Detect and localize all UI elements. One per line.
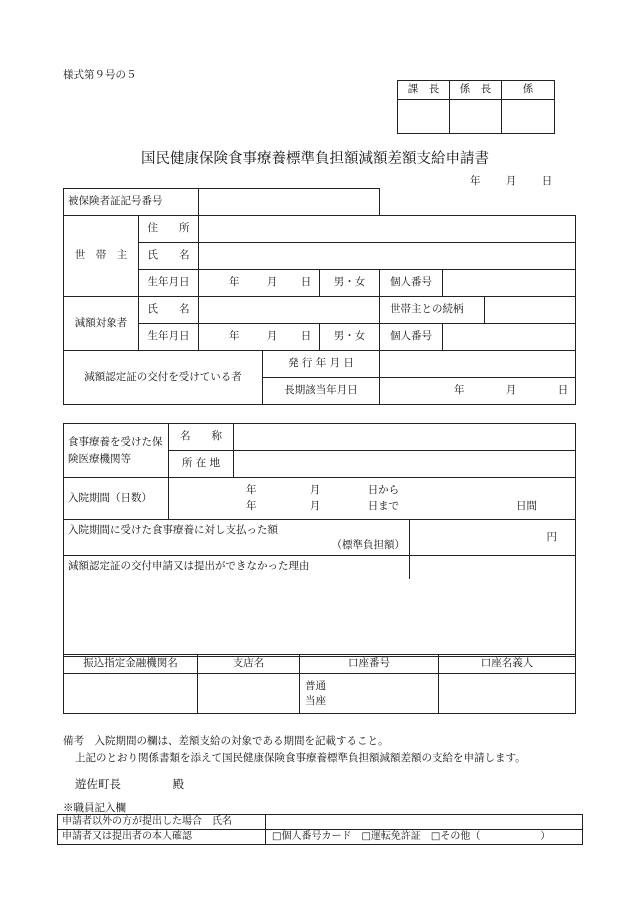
date-day: 日 bbox=[541, 175, 553, 187]
period-to-year: 年 bbox=[246, 499, 257, 512]
issue-date-label: 発 行 年 月 日 bbox=[263, 351, 380, 378]
paid-amount-field[interactable] bbox=[410, 520, 576, 556]
bank-name-field[interactable] bbox=[64, 674, 198, 714]
cert-issued-label: 減額認定証の交付を受けている者 bbox=[64, 351, 263, 405]
institution-address-label: 所 在 地 bbox=[169, 451, 234, 478]
proxy-name-label: 申請者以外の方が提出した場合 氏名 bbox=[58, 815, 266, 830]
long-term-date-label: 長期該当年月日 bbox=[263, 378, 380, 405]
account-holder-field[interactable] bbox=[439, 674, 576, 714]
staff-section-header: ※職員記入欄 bbox=[63, 802, 126, 814]
reduction-target-label: 減額対象者 bbox=[64, 297, 139, 351]
period-from-month: 月 bbox=[309, 483, 321, 496]
paid-amount-label bbox=[64, 520, 410, 556]
institution-name-field[interactable] bbox=[234, 424, 576, 451]
period-to-day: 日まで bbox=[367, 499, 400, 512]
approval-header-staff: 係 bbox=[502, 81, 555, 100]
hospital-period-label: 入院期間（日数） bbox=[64, 478, 169, 520]
application-date[interactable] bbox=[470, 173, 555, 188]
bank-name-header: 振込指定金融機関名 bbox=[64, 655, 198, 674]
form-number: 様式第９号の５ bbox=[63, 69, 137, 81]
issue-date-field[interactable] bbox=[380, 351, 576, 378]
identity-check-label: 申請者又は提出者の本人確認 bbox=[58, 830, 266, 845]
target-sex-select[interactable]: 男・女 bbox=[320, 324, 380, 351]
proxy-name-field[interactable] bbox=[266, 815, 583, 830]
householder-personal-number-field[interactable] bbox=[443, 270, 576, 297]
hospital-period-field[interactable] bbox=[169, 478, 576, 520]
date-year: 年 bbox=[470, 175, 481, 187]
householder-birthdate-label: 生年月日 bbox=[139, 270, 199, 297]
hh-birth-year: 年 bbox=[229, 276, 240, 289]
addressee bbox=[75, 776, 184, 792]
request-statement: 上記のとおり関係書類を添えて国民健康保険食事療養標準負担額減額差額の支給を申請します。 bbox=[75, 752, 526, 764]
paid-amount-label-text: 入院期間に受けた食事療養に対し支払った額 bbox=[68, 523, 278, 536]
period-days-unit: 日間 bbox=[516, 499, 537, 512]
bank-table bbox=[63, 654, 576, 714]
householder-name-field[interactable] bbox=[199, 243, 576, 270]
period-from-year: 年 bbox=[246, 483, 257, 496]
target-name-field[interactable] bbox=[199, 297, 380, 324]
period-to-month: 月 bbox=[309, 499, 321, 512]
branch-name-header: 支店名 bbox=[198, 655, 300, 674]
householder-sex-select[interactable]: 男・女 bbox=[320, 270, 380, 297]
householder-personal-number-label: 個人番号 bbox=[380, 270, 443, 297]
hh-birth-day: 日 bbox=[300, 276, 312, 289]
long-term-date-field[interactable] bbox=[380, 378, 576, 405]
addressee-name: 遊佐町長 bbox=[75, 777, 121, 791]
identity-check-options[interactable]: □個人番号カード □運転免許証 □その他（ ） bbox=[266, 830, 583, 845]
account-holder-header: 口座名義人 bbox=[439, 655, 576, 674]
approval-stamp-subsection-chief[interactable] bbox=[450, 100, 502, 134]
institution-table bbox=[63, 423, 576, 657]
target-birthdate-label: 生年月日 bbox=[139, 324, 199, 351]
householder-name-label: 氏 名 bbox=[139, 243, 199, 270]
target-relation-label: 世帯主との続柄 bbox=[380, 297, 485, 324]
form-title: 国民健康保険食事療養標準負担額減額差額支給申請書 bbox=[141, 151, 489, 167]
insured-number-label: 被保険者証記号番号 bbox=[64, 189, 199, 216]
institution-name-label: 名 称 bbox=[169, 424, 234, 451]
account-type-current[interactable]: 当座 bbox=[305, 694, 326, 707]
target-birthdate-field[interactable] bbox=[199, 324, 320, 351]
reason-label: 減額認定証の交付申請又は提出ができなかった理由 bbox=[64, 556, 410, 579]
long-term-year: 年 bbox=[454, 384, 465, 397]
approval-stamp-table bbox=[397, 80, 555, 134]
target-birth-month: 月 bbox=[266, 330, 278, 343]
period-from-day: 日から bbox=[367, 483, 400, 496]
target-relation-field[interactable] bbox=[485, 297, 576, 324]
long-term-day: 日 bbox=[557, 384, 569, 397]
paid-amount-sublabel: （標準負担額） bbox=[331, 538, 405, 551]
remark-note: 備考 入院期間の欄は、差額支給の対象である期間を記載すること。 bbox=[63, 735, 389, 747]
target-personal-number-label: 個人番号 bbox=[380, 324, 443, 351]
insured-number-field[interactable] bbox=[199, 189, 380, 216]
target-name-label: 氏 名 bbox=[139, 297, 199, 324]
target-birth-year: 年 bbox=[229, 330, 240, 343]
addressee-honorific: 殿 bbox=[172, 777, 185, 791]
applicant-table bbox=[63, 215, 576, 405]
yen-unit: 円 bbox=[546, 530, 557, 543]
insured-number-table bbox=[63, 188, 380, 216]
target-personal-number-field[interactable] bbox=[443, 324, 576, 351]
approval-header-subsection-chief: 係 長 bbox=[450, 81, 502, 100]
approval-stamp-section-chief[interactable] bbox=[398, 100, 450, 134]
approval-stamp-staff[interactable] bbox=[502, 100, 555, 134]
approval-header-section-chief: 課 長 bbox=[398, 81, 450, 100]
branch-name-field[interactable] bbox=[198, 674, 300, 714]
institution-label: 食事療養を受けた保険医療機関等 bbox=[64, 424, 169, 478]
date-month: 月 bbox=[505, 175, 517, 187]
account-type-ordinary[interactable]: 普通 bbox=[305, 679, 326, 692]
staff-table bbox=[57, 814, 583, 845]
reason-field[interactable] bbox=[64, 579, 576, 657]
householder-address-field[interactable] bbox=[199, 216, 576, 243]
institution-address-field[interactable] bbox=[234, 451, 576, 478]
account-number-field[interactable] bbox=[300, 674, 439, 714]
hh-birth-month: 月 bbox=[266, 276, 278, 289]
householder-birthdate-field[interactable] bbox=[199, 270, 320, 297]
reason-header-blank bbox=[410, 556, 576, 579]
householder-label: 世 帯 主 bbox=[64, 216, 139, 297]
target-birth-day: 日 bbox=[300, 330, 312, 343]
long-term-month: 月 bbox=[505, 384, 517, 397]
account-number-header: 口座番号 bbox=[300, 655, 439, 674]
householder-address-label: 住 所 bbox=[139, 216, 199, 243]
